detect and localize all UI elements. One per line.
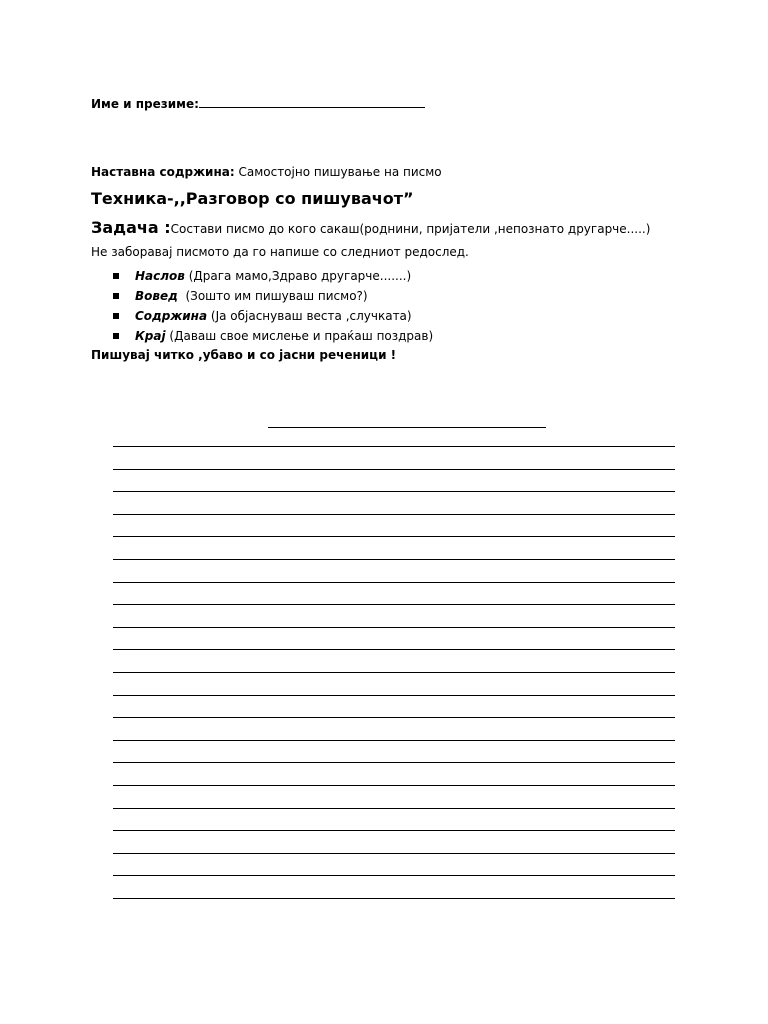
writing-line[interactable]: [113, 785, 675, 808]
writing-line[interactable]: [113, 649, 675, 672]
topic-row: [91, 165, 442, 179]
writing-line[interactable]: [113, 446, 675, 469]
order-desc: (Даваш свое мислење и праќаш поздрав): [165, 329, 434, 343]
name-blank-line[interactable]: [199, 95, 425, 108]
list-item: [113, 286, 433, 306]
writing-line[interactable]: [113, 898, 675, 921]
list-item: [113, 306, 433, 326]
order-desc: (Зошто им пишуваш писмо?): [177, 289, 368, 303]
order-desc: (Ја објаснуваш веста ,случката): [207, 309, 412, 323]
order-desc: (Драга мамо,Здраво другарче.......): [184, 269, 412, 283]
topic-text: Самостојно пишување на писмо: [234, 165, 442, 179]
task-label: Задача :: [91, 218, 171, 237]
list-item: [113, 326, 433, 346]
writing-line[interactable]: [113, 627, 675, 650]
order-term: Крај: [135, 329, 166, 343]
technique-heading: Техника-,,Разговор со пишувачот”: [91, 189, 414, 208]
writing-line[interactable]: [113, 491, 675, 514]
writing-line[interactable]: [113, 536, 675, 559]
bullet-icon: [113, 293, 119, 299]
writing-line[interactable]: [113, 762, 675, 785]
task-text: Состави писмо до кого сакаш(роднини, пријатели ,непознато другарче.....): [170, 222, 651, 236]
writing-line[interactable]: [113, 559, 675, 582]
writing-line[interactable]: [113, 695, 675, 718]
writing-area: [113, 446, 675, 920]
writing-line[interactable]: [113, 875, 675, 898]
task-row: [91, 218, 650, 237]
reminder-text: Не заборавај писмото да го напише со следниот редослед.: [91, 245, 469, 259]
writing-line[interactable]: [113, 582, 675, 605]
writing-line[interactable]: [113, 740, 675, 763]
writing-line[interactable]: [113, 853, 675, 876]
writing-line[interactable]: [113, 717, 675, 740]
order-term: Содржина: [135, 309, 208, 323]
bullet-icon: [113, 333, 119, 339]
order-term: Вовед: [135, 289, 178, 303]
writing-line[interactable]: [113, 469, 675, 492]
letter-title-line[interactable]: [268, 427, 546, 428]
writing-line[interactable]: [113, 604, 675, 627]
order-term: Наслов: [135, 269, 185, 283]
name-row: [91, 95, 425, 111]
order-list: [113, 266, 433, 346]
bullet-icon: [113, 273, 119, 279]
closing-instruction: Пишувај читко ,убаво и со јасни реченици !: [91, 348, 397, 362]
writing-line[interactable]: [113, 672, 675, 695]
name-label: Име и презиме:: [91, 97, 199, 111]
list-item: [113, 266, 433, 286]
writing-line[interactable]: [113, 808, 675, 831]
writing-line[interactable]: [113, 830, 675, 853]
topic-label: Наставна содржина:: [91, 165, 235, 179]
writing-line[interactable]: [113, 514, 675, 537]
bullet-icon: [113, 313, 119, 319]
